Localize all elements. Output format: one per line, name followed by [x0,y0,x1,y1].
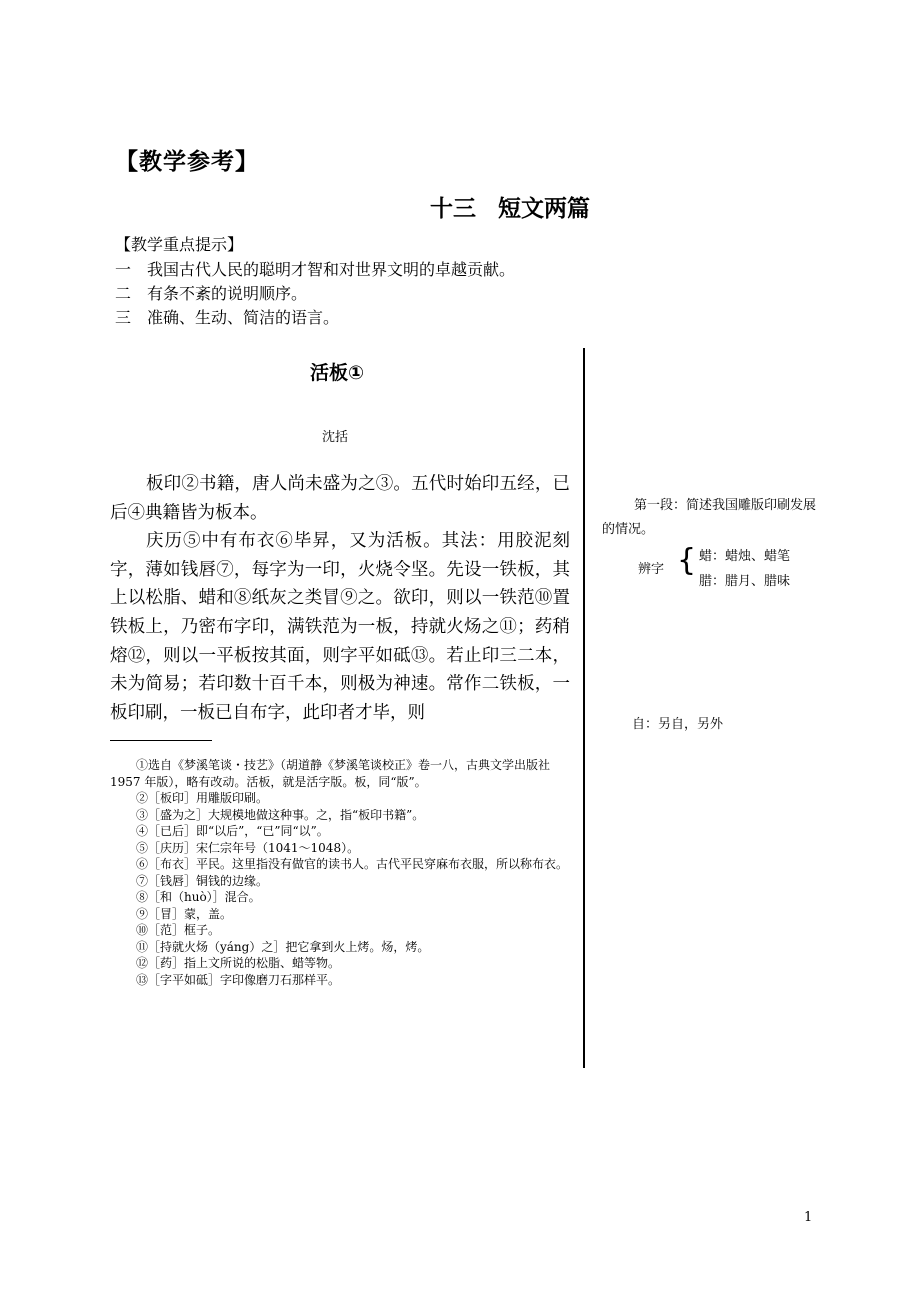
key-point-text: 准确、生动、简洁的语言。 [147,308,340,327]
distinguish-line: 蜡：蜡烛、蜡笔 [699,549,791,564]
page-number: 1 [804,1210,813,1225]
column-divider [583,348,585,1068]
key-point-2 [115,281,307,304]
key-point-number: 三 [115,308,132,327]
margin-note-paragraph-1 [602,494,817,542]
author: 沈括 [322,430,349,445]
footnote: ⑧［和（huò）］混合。 [136,890,261,904]
footnote: ③［盛为之］大规模地做这种事。之，指“板印书籍”。 [136,807,425,822]
lesson-number: 十三 [430,196,476,222]
footnote: ⑥［布衣］平民。这里指没有做官的读书人。古代平民穿麻布衣服，所以称布衣。 [136,857,569,871]
paragraph: 板印②书籍，唐人尚未盛为之③。五代时始印五经，已后④典籍皆为板本。 [110,474,570,523]
key-point-3 [115,305,339,328]
footnote: ⑨［冒］蒙，盖。 [136,906,233,921]
margin-note-text: 第一段：简述我国雕版印刷发展的情况。 [602,498,817,537]
footnote: ⑬［字平如砥］字印像磨刀石那样平。 [136,972,341,987]
text-title: 活板① [310,362,365,384]
key-points-label: 【教学重点提示】 [115,235,244,254]
lesson-name: 短文两篇 [498,196,590,222]
key-point-text: 有条不紊的说明顺序。 [147,284,308,303]
section-header: 【教学参考】 [115,149,259,175]
footnote: ⑩［范］框子。 [136,923,221,937]
margin-note-zi: 自：另自，另外 [632,717,724,732]
footnotes [110,757,570,988]
distinguish-line: 腊：腊月、腊味 [699,574,791,589]
distinguish-characters-label: 辨字 [638,562,665,577]
footnote: ⑦［钱唇］铜钱的边缘。 [136,873,269,888]
lesson-title [0,190,920,223]
main-text [110,470,570,727]
footnote: ②［板印］用雕版印刷。 [136,791,269,805]
footnote: ④［已后］即“以后”，“已”同“以”。 [136,824,329,838]
key-point-text: 我国古代人民的聪明才智和对世界文明的卓越贡献。 [147,260,516,279]
key-point-1 [115,257,515,280]
footnote: ①选自《梦溪笔谈・技艺》（胡道静《梦溪笔谈校正》卷一八，古典文学出版社 1957 年版），略有改动。活板，就是活字版。板，同“版”。 [110,758,551,789]
footnote: ⑤［庆历］宋仁宗年号（1041～1048）。 [136,840,360,855]
footnote-rule [110,740,212,741]
brace-icon: { [677,543,697,578]
footnote: ⑪［持就火炀（yáng）之］把它拿到火上烤。炀，烤。 [136,939,430,954]
key-point-number: 一 [115,260,132,279]
paragraph: 庆历⑤中有布衣⑥毕昇，又为活板。其法：用胶泥刻字，薄如钱唇⑦，每字为一印，火烧令坚。先设一铁板，其上以松脂、蜡和⑧纸灰之类冒⑨之。欲印，则以一铁范⑩置铁板上，乃密布字印，满铁范为一板，持就火炀之⑪；药稍熔⑫，则以一平板按其面，则字平如砥⑬。若止印三二本，未为简易；若印数十百千本，则极为神速。常作二铁板，一板印刷，一板已自布字，此印者才毕，则 [110,531,570,723]
key-point-number: 二 [115,284,132,303]
footnote: ⑫［药］指上文所说的松脂、蜡等物。 [136,956,341,970]
